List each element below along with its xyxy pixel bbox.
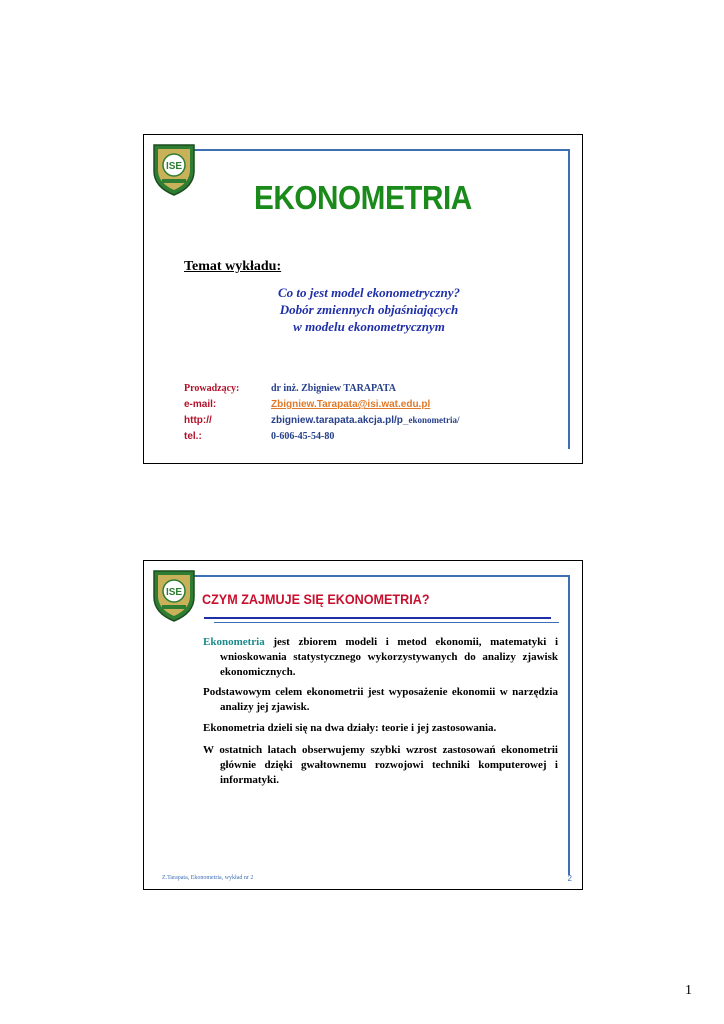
slide-frame-right bbox=[568, 149, 570, 449]
paragraph-growth-text: W ostatnich latach obserwujemy szybki wzrost zastosowań ekonometrii głównie dzięki gwałtownemu rozwojowi techniki komputerowej i informatyki. bbox=[203, 744, 558, 786]
slide-footer-left: Z.Tarapata, Ekonometria, wykład nr 2 bbox=[162, 875, 254, 881]
school-crest-icon bbox=[150, 141, 198, 202]
paragraph-divisions bbox=[203, 721, 558, 736]
slide-1 bbox=[143, 134, 583, 464]
http-label: http:// bbox=[184, 415, 212, 426]
slide-frame-top bbox=[164, 575, 570, 577]
website-link[interactable] bbox=[271, 415, 459, 426]
heading-underline bbox=[204, 617, 551, 619]
school-crest-icon bbox=[150, 567, 198, 628]
paragraph-growth bbox=[203, 743, 558, 788]
paragraph-goal bbox=[203, 685, 558, 715]
slide-2 bbox=[143, 560, 583, 890]
tel-value: 0-606-45-54-80 bbox=[271, 431, 335, 442]
svg-text:ISE: ISE bbox=[165, 587, 183, 598]
email-label: e-mail: bbox=[184, 399, 217, 410]
heading-underline-thin bbox=[214, 622, 559, 623]
page-number: 1 bbox=[685, 983, 692, 998]
slide-heading: CZYM ZAJMUJE SIĘ EKONOMETRIA? bbox=[202, 591, 430, 607]
topic-line-2: Dobór zmiennych objaśniających bbox=[279, 302, 459, 317]
paragraph-goal-text: Podstawowym celem ekonometrii jest wyposażenie ekonomii w narzędzia analizy jej zjawisk. bbox=[203, 686, 558, 713]
lecture-topic-label: Temat wykładu: bbox=[184, 259, 282, 274]
lecturer-value: dr inż. Zbigniew TARAPATA bbox=[271, 383, 397, 394]
paragraph-definition bbox=[203, 635, 558, 680]
email-link[interactable]: Zbigniew.Tarapata@isi.wat.edu.pl bbox=[271, 399, 431, 410]
tel-label: tel.: bbox=[184, 431, 202, 442]
topic-line-1: Co to jest model ekonometryczny? bbox=[278, 285, 460, 300]
topic-line-3: w modelu ekonometrycznym bbox=[293, 319, 445, 334]
website-link-suffix[interactable]: ekonometria/ bbox=[408, 415, 460, 425]
highlight-term: Ekonometria bbox=[203, 636, 265, 648]
lecturer-label: Prowadzący: bbox=[184, 383, 240, 394]
slide-number: 2 bbox=[567, 874, 572, 883]
website-link-main[interactable]: zbigniew.tarapata.akcja.pl/p_ bbox=[271, 415, 409, 426]
slide-frame-top bbox=[164, 149, 570, 151]
paragraph-definition-text: jest zbiorem modeli i metod ekonomii, matematyki i wnioskowania statystycznego wykorzystywanych do analizy zjawisk ekonomicznych. bbox=[220, 636, 558, 678]
page-title: EKONOMETRIA bbox=[254, 179, 472, 216]
paragraph-divisions-text: Ekonometria dzieli się na dwa działy: teorie i jej zastosowania. bbox=[203, 722, 497, 734]
svg-text:ISE: ISE bbox=[165, 161, 183, 172]
slide-frame-right bbox=[568, 575, 570, 875]
